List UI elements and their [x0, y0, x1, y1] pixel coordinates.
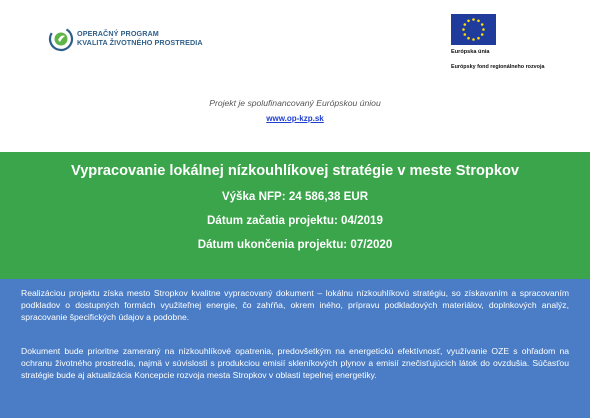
eu-logo-block [448, 14, 583, 74]
eu-fund-label: Európsky fond regionálneho rozvoja [451, 64, 545, 70]
header [0, 0, 590, 90]
description-paragraph-1: Realizáciou projektu získa mesto Stropkov kvalitne vypracovaný dokument – lokálnu nízkouhlíkovú stratégiu, so získavaním a spracovaním podkladov o dostupných formách využiteľnej energie, čo zahŕňa, okrem iného, prípravu podkladových materiálov, doplnkových analýz, spracovanie špecifických údajov a podobne. [21, 288, 569, 322]
op-kzp-emblem-icon [48, 26, 74, 52]
op-logo-text [77, 30, 203, 47]
project-start-date: Dátum začatia projektu: 04/2019 [207, 214, 383, 227]
project-info-band [0, 152, 590, 279]
eu-flag-icon [451, 14, 496, 45]
project-end-date: Dátum ukončenia projektu: 07/2020 [197, 238, 393, 251]
project-nfp: Výška NFP: 24 586,38 EUR [221, 190, 369, 203]
project-description-band [0, 279, 590, 418]
description-paragraph-2: Dokument bude prioritne zameraný na nízkouhlíkové opatrenia, predovšetkým na energetickú efektívnosť, využívanie OZE s ohľadom na ochranu životného prostredia, najmä v súvislosti s produkciou emisií skleníkových plynov a emisií znečisťujúcich látok do ovzdušia. Súčasťou stratégie bude aj aktualizácia Koncepcie rozvoja mesta Stropkov v oblasti tepelnej energetiky. [21, 346, 569, 380]
project-title: Vypracovanie lokálnej nízkouhlíkovej stratégie v meste Stropkov [71, 163, 519, 179]
op-kzp-logo [48, 26, 208, 60]
op-logo-line2: KVALITA ŽIVOTNÉHO PROSTREDIA [77, 37, 203, 47]
op-logo-line1: OPERAČNÝ PROGRAM [77, 29, 159, 38]
op-kzp-link[interactable]: www.op-kzp.sk [266, 114, 324, 123]
eu-label: Európska únia [451, 49, 490, 55]
cofinancing-text: Projekt je spolufinancovaný Európskou úniou [209, 98, 381, 108]
